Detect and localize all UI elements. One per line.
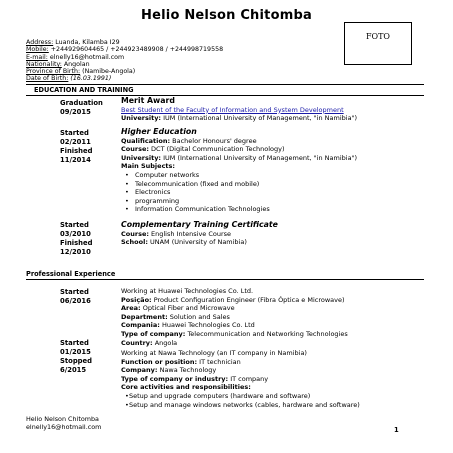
footer [26,416,101,431]
footer-name: Helio Nelson Chitomba [26,415,99,423]
huawei-position: Posição: Product Configuration Engineer (Fibra Óptica e Microwave) [121,295,345,304]
contact-mobile: Mobile: +244929604465 / +244923489908 / +244998719558 [26,46,224,54]
nawa-function: Function or position: IT technician [121,357,241,366]
huawei-department: Department: Solution and Sales [121,312,230,321]
higher-education-dates: Started 02/2011 Finished 11/2014 [60,129,93,164]
complementary-heading: Complementary Training Certificate [121,220,278,229]
complementary-entry [121,221,278,247]
subjects-list [121,171,357,214]
contact-block [26,39,223,83]
huawei-line: Working at Huawei Technologies Co. Ltd. [121,287,254,295]
award-university: University: IUM (International University of Management, "in Namibia") [121,114,358,123]
qualification-line: Qualification: Bachelor Honours' degree [121,136,257,145]
nawa-type: Type of company or industry: IT company [121,374,269,383]
nawa-dates: Started 01/2015 Stopped 6/2015 [60,339,93,374]
huawei-type: Type of company: Telecommunication and Networking Technologies [121,329,348,338]
footer-email: elnelly16@hotmail.com [26,422,102,431]
award-entry [121,97,357,123]
divider [26,84,424,85]
higher-education-heading: Higher Education [121,127,197,136]
resume-name: Helio Nelson Chitomba [141,8,312,23]
list-item: • Setup and manage windows networks (cables, hardware and software) [121,401,360,410]
activities-list [121,392,360,409]
education-section-title: EDUCATION AND TRAINING [34,86,134,94]
contact-dob: Date of Birth: (16.03.1991) [26,75,112,83]
nawa-company: Company: Nawa Technology [121,366,217,375]
list-item: • programming [121,197,357,206]
higher-education-entry [121,128,357,214]
contact-nationality: Nationality: Angolan [26,60,90,68]
core-activities-label: Core activities and responsibilities: [121,383,251,392]
complementary-course: Course: English Intensive Course [121,229,232,238]
huawei-dates: Started 06/2016 [60,288,91,305]
page-number: 1 [394,426,399,434]
list-item: • Computer networks [121,171,357,180]
award-link[interactable]: Best Student of the Faculty of Information and System Development [121,105,344,114]
university-line: University: IUM (International University of Management, "in Namibia") [121,153,358,162]
divider [26,95,424,96]
list-item: • Setup and upgrade computers (hardware and software) [121,392,360,401]
nawa-entry [121,349,360,409]
huawei-company: Compania: Huawei Technologies Co. Ltd [121,321,255,330]
huawei-country: Country: Angola [121,338,178,347]
award-heading: Merit Award [121,96,175,105]
huawei-area: Area: Optical Fiber and Microwave [121,304,235,313]
subjects-label: Main Subjects: [121,162,175,171]
complementary-school: School: UNAM (University of Namibia) [121,238,247,247]
experience-section-title: Professional Experience [26,270,116,278]
complementary-dates: Started 03/2010 Finished 12/2010 [60,221,93,256]
photo-placeholder: FOTO [344,22,412,65]
contact-address: Address: Luanda, Kilamba I29 [26,39,120,46]
nawa-line: Working at Nawa Technology (an IT company in Namibia) [121,349,307,357]
huawei-entry [121,287,348,347]
contact-email: E-mail: elnelly16@hotmail.com [26,53,125,61]
list-item: • Telecommunication (fixed and mobile) [121,180,357,189]
list-item: • Information Communication Technologies [121,205,357,214]
divider [26,279,424,280]
course-line: Course: DCT (Digital Communication Technology) [121,145,285,154]
contact-province: Province of Birth: (Namibe-Angola) [26,68,136,76]
list-item: • Electronics [121,188,357,197]
award-dates: Graduation 09/2015 [60,99,103,116]
